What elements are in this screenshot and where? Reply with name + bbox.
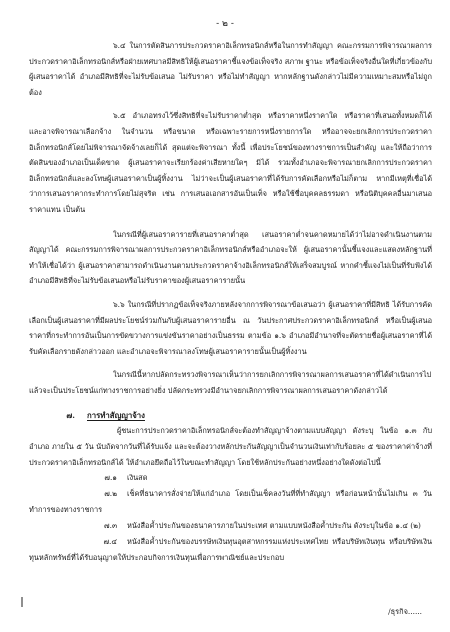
continued-marker: /ธุรกิจ...... (388, 607, 422, 616)
margin-mark (21, 597, 23, 607)
section-7-heading (29, 408, 432, 423)
section-7-title: การทำสัญญาจ้าง (87, 411, 145, 421)
guarantee-item-cash (29, 470, 432, 486)
item-number: ๗.๒ (104, 489, 117, 499)
document-body (29, 38, 432, 566)
clause-6-6: ๖.๖ ในกรณีที่ปรากฏข้อเท็จจริงภายหลังจากการพิจารณาข้อเสนอว่า ผู้เสนอราคาที่มีสิทธิ ได้รับการคัดเลือกเป็นผู้เสนอราคาที่มีผลประโยชน์ร่วมกันกับผู้เสนอราคารายอื่น ณ วันประกาศประกวดราคาอิเล็กทรอนิกส์ หรือเป็นผู้เสนอราคาที่กระทำการอันเป็นการขัดขวางการแข่งขันราคาอย่างเป็นธรรม ตามข้อ ๑.๖ อำเภอมีอำนาจที่จะตัดรายชื่อผู้เสนอราคาที่ได้รับคัดเลือกรายดังกล่าวออก และอำเภอจะพิจารณาลงโทษผู้เสนอราคารายนั้นเป็นผู้ทิ้งงาน (29, 299, 432, 356)
clause-6-5-low-bid: ในกรณีที่ผู้เสนอราคารายที่เสนอราคาต่ำสุด เสนอราคาต่ำจนคาดหมายได้ว่าไม่อาจดำเนินงานตามสัญญาได้ คณะกรรมการพิจารณาผลการประกวดราคาอิเล็กทรอนิกส์หรืออำเภอจะให้ ผู้เสนอราคานั้นชี้แจงและแสดงหลักฐานที่ทำให้เชื่อได้ว่า ผู้เสนอราคาสามารถดำเนินงานตามประกวดราคาจ้างอิเล็กทรอนิกส์ให้เสร็จสมบูรณ์ หากคำชี้แจงไม่เป็นที่รับฟังได้ อำเภอมีสิทธิที่จะไม่รับข้อเสนอหรือไม่รับราคาของผู้เสนอราคารายนั้น (29, 229, 432, 286)
item-number: ๗.๑ (104, 473, 117, 483)
guarantee-item-finance-company (29, 534, 432, 566)
item-text: หนังสือค้ำประกันของธนาคารภายในประเทศ ตามแบบหนังสือค้ำประกัน ดังระบุในข้อ ๑.๔ (๒) (127, 521, 421, 531)
item-text: หนังสือค้ำประกันของบรรษัทเงินทุนอุตสาหกรรมแห่งประเทศไทย หรือบริษัทเงินทุน หรือบริษัทเงินทุนหลักทรัพย์ที่ได้รับอนุญาตให้ประกอบกิจการเงินทุนเพื่อการพาณิชย์และประกอบ (29, 537, 432, 563)
item-number: ๗.๓ (104, 521, 117, 531)
item-number: ๗.๔ (103, 537, 117, 547)
clause-6-4: ๖.๔ ในการตัดสินการประกวดราคาอิเล็กทรอนิกส์หรือในการทำสัญญา คณะกรรมการพิจารณาผลการประกวดราคาอิเล็กทรอนิกส์หรือฝ่ายเทศบาลมีสิทธิให้ผู้เสนอราคาชี้แจงข้อเท็จจริง สภาพ ฐานะ หรือข้อเท็จจริงอื่นใดที่เกี่ยวข้องกับผู้เสนอราคาได้ อำเภอมีสิทธิที่จะไม่รับข้อเสนอ ไม่รับราคา หรือไม่ทำสัญญา หากหลักฐานดังกล่าวไม่มีความเหมาะสมหรือไม่ถูกต้อง (29, 41, 432, 97)
page-number: - ๒ - (216, 19, 234, 29)
clause-6-5: ๖.๕ อำเภอทรงไว้ซึ่งสิทธิที่จะไม่รับราคาต่ำสุด หรือราคาหนึ่งราคาใด หรือราคาที่เสนอทั้งหมดก็ได้ และอาจพิจารณาเลือกจ้าง ในจำนวน หรือขนาด หรือเฉพาะรายการหนึ่งรายการใด หรืออาจจะยกเลิกการประกวดราคาอิเล็กทรอนิกส์โดยไม่พิจารณาจัดจ้างเลยก็ได้ สุดแต่จะพิจารณา ทั้งนี้ เพื่อประโยชน์ของทางราชการเป็นสำคัญ และให้ถือว่าการตัดสินของอำเภอเป็นเด็ดขาด ผู้เสนอราคาจะเรียกร้องค่าเสียหายใดๆ มิได้ รวมทั้งอำเภอจะพิจารณายกเลิกการประกวดราคาอิเล็กทรอนิกส์และลงโทษผู้เสนอราคาเป็นผู้ทิ้งงาน ไม่ว่าจะเป็นผู้เสนอราคาที่ได้รับการคัดเลือกหรือไม่ก็ตาม หากมีเหตุที่เชื่อได้ว่าการเสนอราคากระทำการโดยไม่สุจริต เช่น การเสนอเอกสารอันเป็นเท็จ หรือใช้ชื่อบุคคลธรรมดา หรือนิติบุคคลอื่นมาเสนอราคาแทน เป็นต้น (29, 111, 432, 214)
section-7-intro: ผู้ชนะการประกวดราคาอิเล็กทรอนิกส์จะต้องทำสัญญาจ้างตามแบบสัญญา ดังระบุ ในข้อ ๑.๓ กับอำเภอ ภายใน ๕ วัน นับถัดจากวันที่ได้รับแจ้ง และจะต้องวางหลักประกันสัญญาเป็นจำนวนเงินเท่ากับร้อยละ ๕ ของราคาค่าจ้างที่ประกวดราคาอิเล็กทรอนิกส์ได้ ให้อำเภอยึดถือไว้ในขณะทำสัญญา โดยใช้หลักประกันอย่างหนึ่งอย่างใดดังต่อไปนี้ (29, 426, 432, 467)
clause-6-6-cancellation: ในกรณีนี้หากปลัดกระทรวงพิจารณาเห็นว่าการยกเลิกการพิจารณาผลการเสนอราคาที่ได้ดำเนินการไปแล้วจะเป็นประโยชน์แก่ทางราชการอย่างยิ่ง ปลัดกระทรวงมีอำนาจยกเลิกการพิจารณาผลการเสนอราคาดังกล่าวได้ (29, 370, 432, 395)
guarantee-item-bank-letter (29, 518, 432, 534)
section-7-number: ๗. (66, 411, 75, 421)
item-text: เช็คที่ธนาคารสั่งจ่ายให้แก่อำเภอ โดยเป็นเช็คลงวันที่ที่ทำสัญญา หรือก่อนหน้านั้นไม่เกิน ๓ วันทำการของทางราชการ (29, 489, 432, 515)
guarantee-item-cheque (29, 486, 432, 518)
item-text: เงินสด (127, 473, 148, 483)
